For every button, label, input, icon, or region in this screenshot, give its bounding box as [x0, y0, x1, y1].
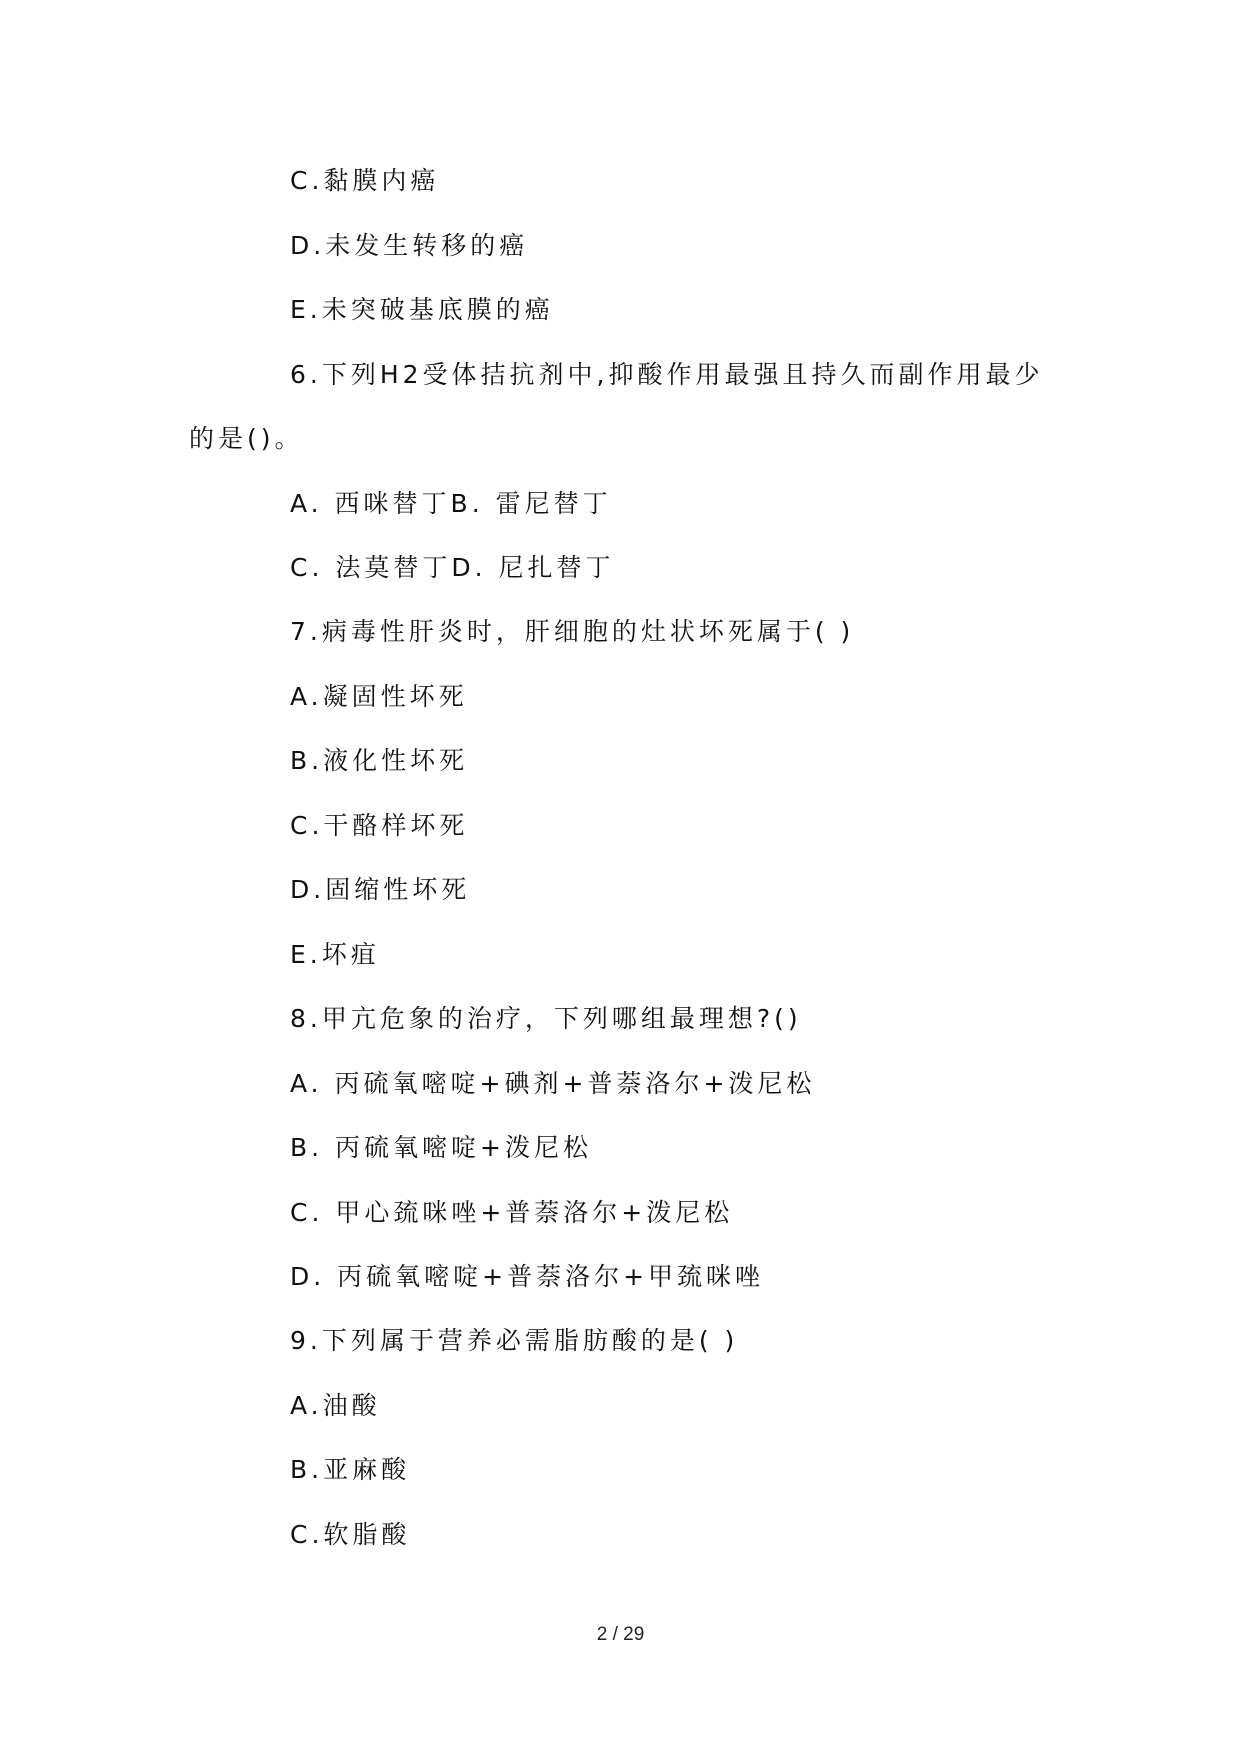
option-8c: C. 甲心巯咪唑+普萘洛尔+泼尼松 — [290, 1198, 734, 1227]
question-6-line-2: 的是()。 — [189, 424, 304, 453]
option-9b: B.亚麻酸 — [290, 1455, 411, 1484]
page-number: 2 / 29 — [596, 1624, 645, 1645]
option-8b: B. 丙硫氧嘧啶+泼尼松 — [290, 1133, 592, 1162]
option-8d: D. 丙硫氧嘧啶+普萘洛尔+甲巯咪唑 — [290, 1262, 765, 1291]
option-7b: B.液化性坏死 — [290, 746, 469, 775]
options-6ab: A. 西咪替丁B. 雷尼替丁 — [290, 489, 612, 518]
option-5c: C.黏膜内癌 — [290, 166, 440, 195]
option-8a: A. 丙硫氧嘧啶+碘剂+普萘洛尔+泼尼松 — [290, 1069, 816, 1098]
option-5d: D.未发生转移的癌 — [290, 231, 529, 260]
option-7a: A.凝固性坏死 — [290, 682, 468, 711]
option-9c: C.软脂酸 — [290, 1520, 411, 1549]
question-7: 7.病毒性肝炎时，肝细胞的灶状坏死属于( ) — [290, 617, 855, 646]
option-5e: E.未突破基底膜的癌 — [290, 295, 554, 324]
option-7e: E.坏疽 — [290, 940, 380, 969]
options-6cd: C. 法莫替丁D. 尼扎替丁 — [290, 553, 615, 582]
question-8: 8.甲亢危象的治疗，下列哪组最理想?() — [290, 1004, 802, 1033]
question-6-line-1: 6.下列H2受体拮抗剂中,抑酸作用最强且持久而副作用最少 — [290, 360, 1044, 389]
option-7c: C.干酪样坏死 — [290, 811, 469, 840]
option-9a: A.油酸 — [290, 1391, 381, 1420]
question-9: 9.下列属于营养必需脂肪酸的是( ) — [290, 1326, 739, 1355]
option-7d: D.固缩性坏死 — [290, 875, 471, 904]
